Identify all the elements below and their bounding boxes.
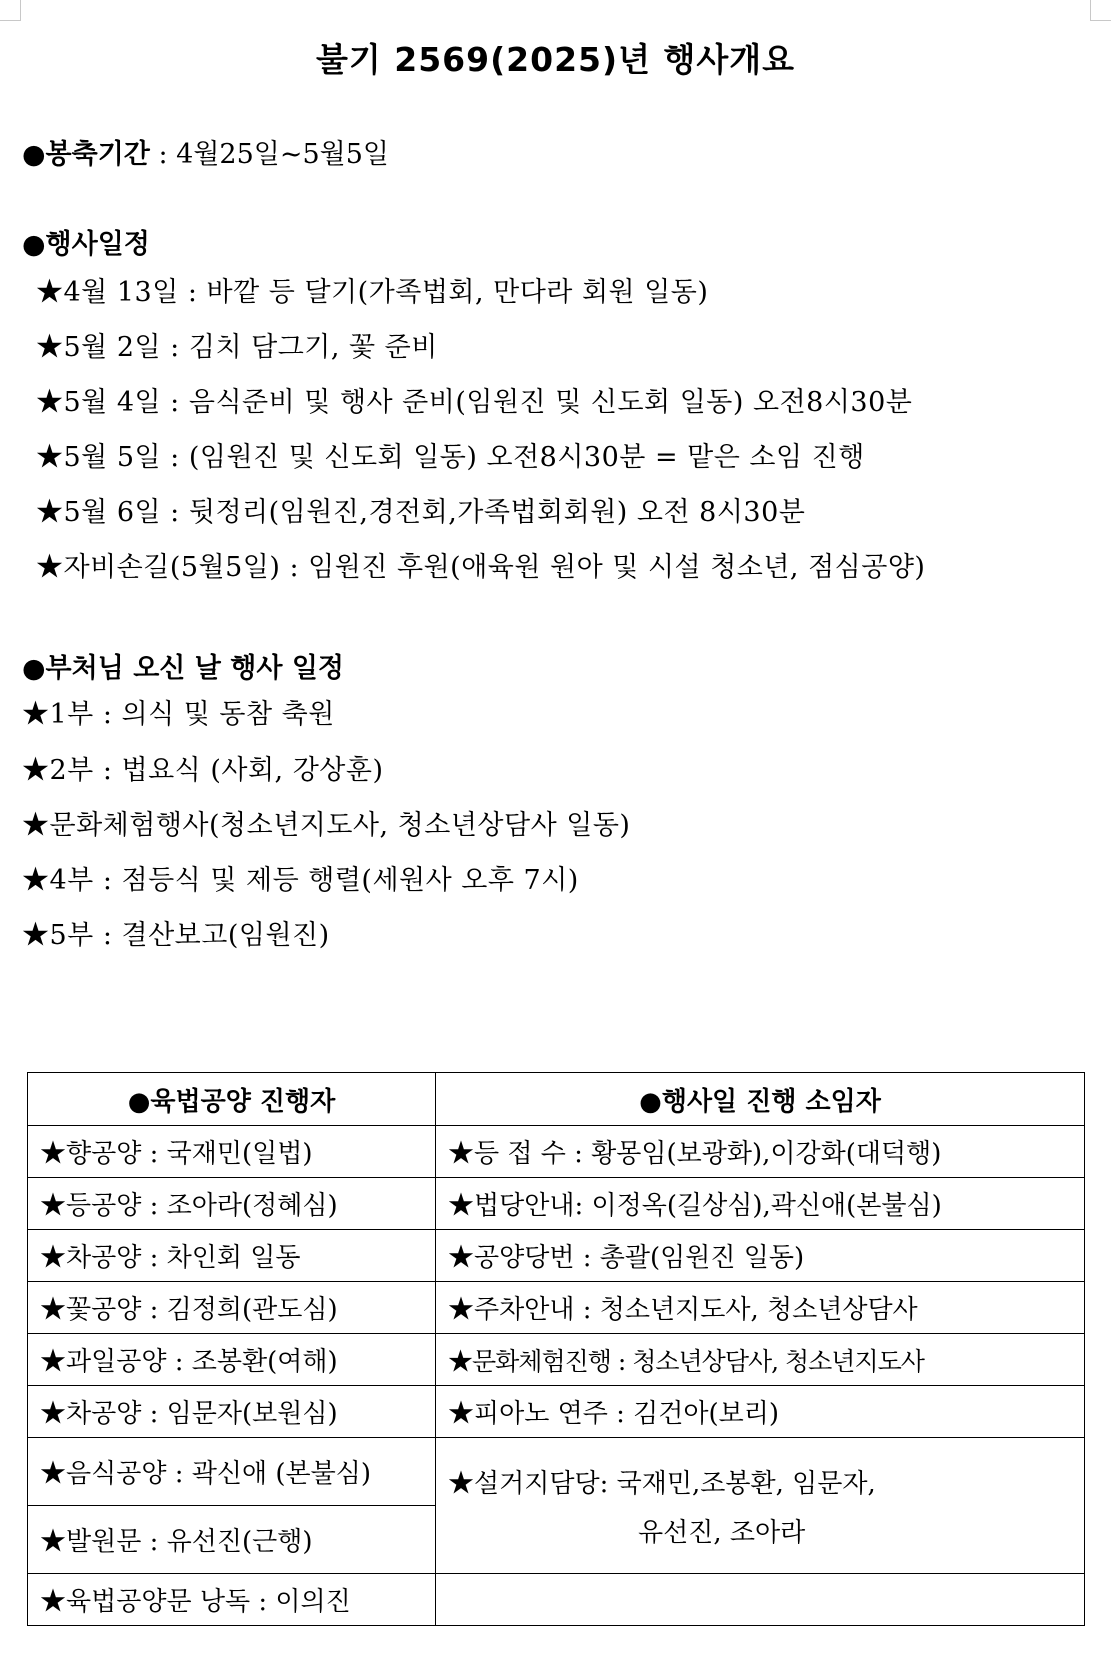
buddha-day-item: ★2부 : 법요식 (사회, 강상훈): [22, 755, 384, 786]
schedule-item: ★5월 4일 : 음식준비 및 행사 준비(임원진 및 신도회 일동) 오전8시30분: [36, 387, 913, 418]
crop-mark-top-left: [0, 0, 21, 21]
duty-cell: ★법당안내: 이정옥(길상심),곽신애(본불심): [436, 1178, 1085, 1230]
buddha-day-item: ★1부 : 의식 및 동참 축원: [22, 699, 335, 730]
dishwashing-duty-cell: [436, 1438, 1085, 1574]
schedule-heading: ●행사일정: [22, 229, 150, 260]
offering-cell: ★발원문 : 유선진(근행): [28, 1506, 436, 1574]
crop-mark-top-right: [1090, 0, 1111, 21]
duty-cell: ★피아노 연주 : 김건아(보리): [436, 1386, 1085, 1438]
duty-cell: ★등 접 수 : 황몽임(보광화),이강화(대덕행): [436, 1126, 1085, 1178]
schedule-item: ★자비손길(5월5일) : 임원진 후원(애육원 원아 및 시설 청소년, 점심공양): [36, 552, 926, 583]
period-label: ●봉축기간: [22, 139, 150, 170]
offering-cell: ★과일공양 : 조봉환(여해): [28, 1334, 436, 1386]
period-separator: :: [149, 139, 177, 170]
dishwashing-line-1: ★설거지담당: 국재민,조봉환, 임문자,: [448, 1468, 876, 1499]
duty-cell: ★공양당번 : 총괄(임원진 일동): [436, 1230, 1085, 1282]
left-column-header: ●육법공양 진행자: [28, 1073, 436, 1126]
offering-cell: ★차공양 : 차인회 일동: [28, 1230, 436, 1282]
document-title: 불기 2569(2025)년 행사개요: [316, 40, 795, 79]
buddha-day-item: ★4부 : 점등식 및 제등 행렬(세원사 오후 7시): [22, 865, 579, 896]
offering-cell: ★등공양 : 조아라(정혜심): [28, 1178, 436, 1230]
offering-cell: ★음식공양 : 곽신애 (본불심): [28, 1438, 436, 1506]
buddha-day-item: ★문화체험행사(청소년지도사, 청소년상담사 일동): [22, 810, 631, 841]
empty-cell: [436, 1574, 1085, 1626]
dishwashing-line-2: 유선진, 조아라: [638, 1517, 806, 1548]
duty-cell: ★문화체험진행 : 청소년상담사, 청소년지도사: [436, 1334, 1085, 1386]
right-column-header: ●행사일 진행 소임자: [436, 1073, 1085, 1126]
roles-table: [27, 1072, 1085, 1626]
offering-cell: ★차공양 : 임문자(보원심): [28, 1386, 436, 1438]
buddha-day-heading: ●부처님 오신 날 행사 일정: [22, 653, 344, 684]
schedule-item: ★5월 2일 : 김치 담그기, 꽃 준비: [36, 332, 438, 363]
period-value: 4월25일~5월5일: [176, 139, 389, 170]
period-line: [22, 132, 389, 171]
offering-cell: ★꽃공양 : 김정희(관도심): [28, 1282, 436, 1334]
duty-cell: ★주차안내 : 청소년지도사, 청소년상담사: [436, 1282, 1085, 1334]
schedule-item: ★5월 5일 : (임원진 및 신도회 일동) 오전8시30분 = 맡은 소임 진행: [36, 442, 865, 473]
offering-cell: ★육법공양문 낭독 : 이의진: [28, 1574, 436, 1626]
buddha-day-item: ★5부 : 결산보고(임원진): [22, 920, 330, 951]
schedule-item: ★4월 13일 : 바깥 등 달기(가족법회, 만다라 회원 일동): [36, 277, 709, 308]
offering-cell: ★향공양 : 국재민(일법): [28, 1126, 436, 1178]
schedule-item: ★5월 6일 : 뒷정리(임원진,경전회,가족법회회원) 오전 8시30분: [36, 497, 806, 528]
